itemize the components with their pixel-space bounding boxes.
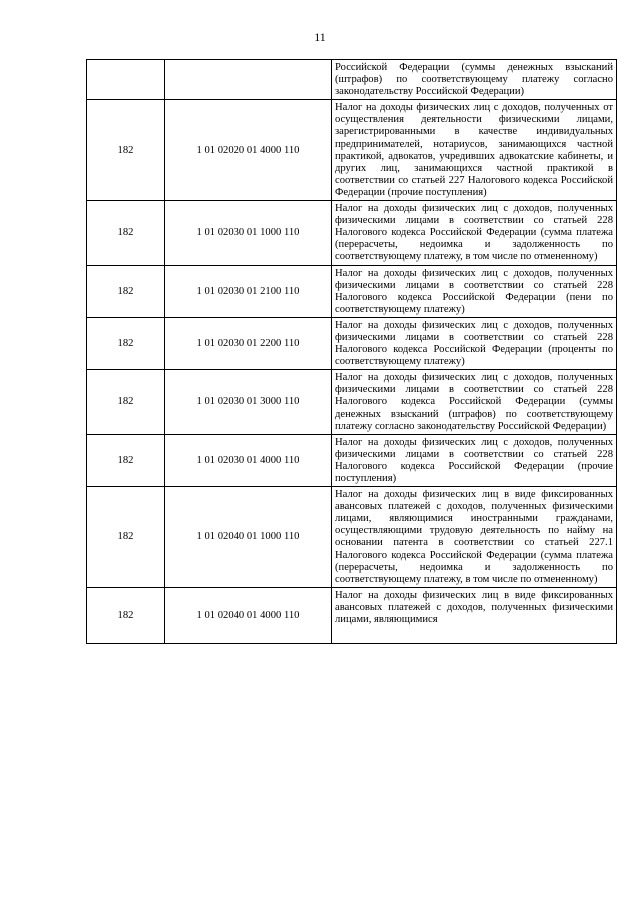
description-cell	[332, 587, 617, 643]
admin-code-cell: 182	[87, 317, 165, 369]
table-row	[87, 487, 617, 588]
description-text: Налог на доходы физических лиц в виде фиксированных авансовых платежей с доходов, полученных физическими лицами, являющимися	[335, 589, 613, 626]
admin-code-cell: 182	[87, 434, 165, 486]
budget-codes-table	[86, 59, 617, 644]
table-row	[87, 100, 617, 201]
description-cell: Налог на доходы физических лиц с доходов, полученных физическими лицами в соответствии со статьей 228 Налогового кодекса Российской Федерации (проценты по соответствующему платежу)	[332, 317, 617, 369]
page-number: 11	[314, 30, 326, 44]
budget-code-cell: 1 01 02030 01 2200 110	[165, 317, 332, 369]
description-cell: Налог на доходы физических лиц с доходов, полученных от осуществления деятельности физическими лицами, зарегистрированными в качестве индивидуальных предпринимателей, нотариусов, занимающихся частной практикой, адвокатов, учредивших адвокатские кабинеты, и других лиц, занимающихся частной практикой в соответствии со статьей 227 Налогового кодекса Российской Федерации (прочие поступления)	[332, 100, 617, 201]
budget-code-cell: 1 01 02030 01 4000 110	[165, 434, 332, 486]
description-cell: Налог на доходы физических лиц с доходов, полученных физическими лицами в соответствии со статьей 228 Налогового кодекса Российской Федерации (прочие поступления)	[332, 434, 617, 486]
table-row	[87, 60, 617, 100]
admin-code-cell: 182	[87, 487, 165, 588]
admin-code-cell: 182	[87, 201, 165, 265]
budget-code-cell: 1 01 02020 01 4000 110	[165, 100, 332, 201]
admin-code-cell: 182	[87, 370, 165, 434]
admin-code-cell: 182	[87, 100, 165, 201]
admin-code-cell: 182	[87, 265, 165, 317]
description-cell: Налог на доходы физических лиц в виде фиксированных авансовых платежей с доходов, полученных физическими лицами, являющимися иностранными гражданами, осуществляющими трудовую деятельность по найму на основании патента в соответствии со статьей 227.1 Налогового кодекса Российской Федерации (сумма платежа (перерасчеты, недоимка и задолженность по соответствующему платежу, в том числе по отмененному)	[332, 487, 617, 588]
budget-code-cell	[165, 60, 332, 100]
description-cell: Российской Федерации (суммы денежных взысканий (штрафов) по соответствующему платежу согласно законодательству Российской Федерации)	[332, 60, 617, 100]
table-row	[87, 317, 617, 369]
table-row	[87, 587, 617, 643]
admin-code-cell	[87, 60, 165, 100]
table-row	[87, 265, 617, 317]
budget-code-cell: 1 01 02030 01 2100 110	[165, 265, 332, 317]
table-row	[87, 201, 617, 265]
budget-code-cell: 1 01 02030 01 1000 110	[165, 201, 332, 265]
budget-code-cell: 1 01 02040 01 1000 110	[165, 487, 332, 588]
table-row	[87, 434, 617, 486]
admin-code-cell: 182	[87, 587, 165, 643]
budget-code-cell: 1 01 02040 01 4000 110	[165, 587, 332, 643]
description-cell: Налог на доходы физических лиц с доходов, полученных физическими лицами в соответствии со статьей 228 Налогового кодекса Российской Федерации (сумма платежа (перерасчеты, недоимка и задолженность по соответствующему платежу, в том числе по отмененному)	[332, 201, 617, 265]
description-cell: Налог на доходы физических лиц с доходов, полученных физическими лицами в соответствии со статьей 228 Налогового кодекса Российской Федерации (пени по соответствующему платежу)	[332, 265, 617, 317]
description-cell: Налог на доходы физических лиц с доходов, полученных физическими лицами в соответствии со статьей 228 Налогового кодекса Российской Федерации (суммы денежных взысканий (штрафов) по соответствующему платежу согласно законодательству Российской Федерации)	[332, 370, 617, 434]
table-row	[87, 370, 617, 434]
budget-code-cell: 1 01 02030 01 3000 110	[165, 370, 332, 434]
